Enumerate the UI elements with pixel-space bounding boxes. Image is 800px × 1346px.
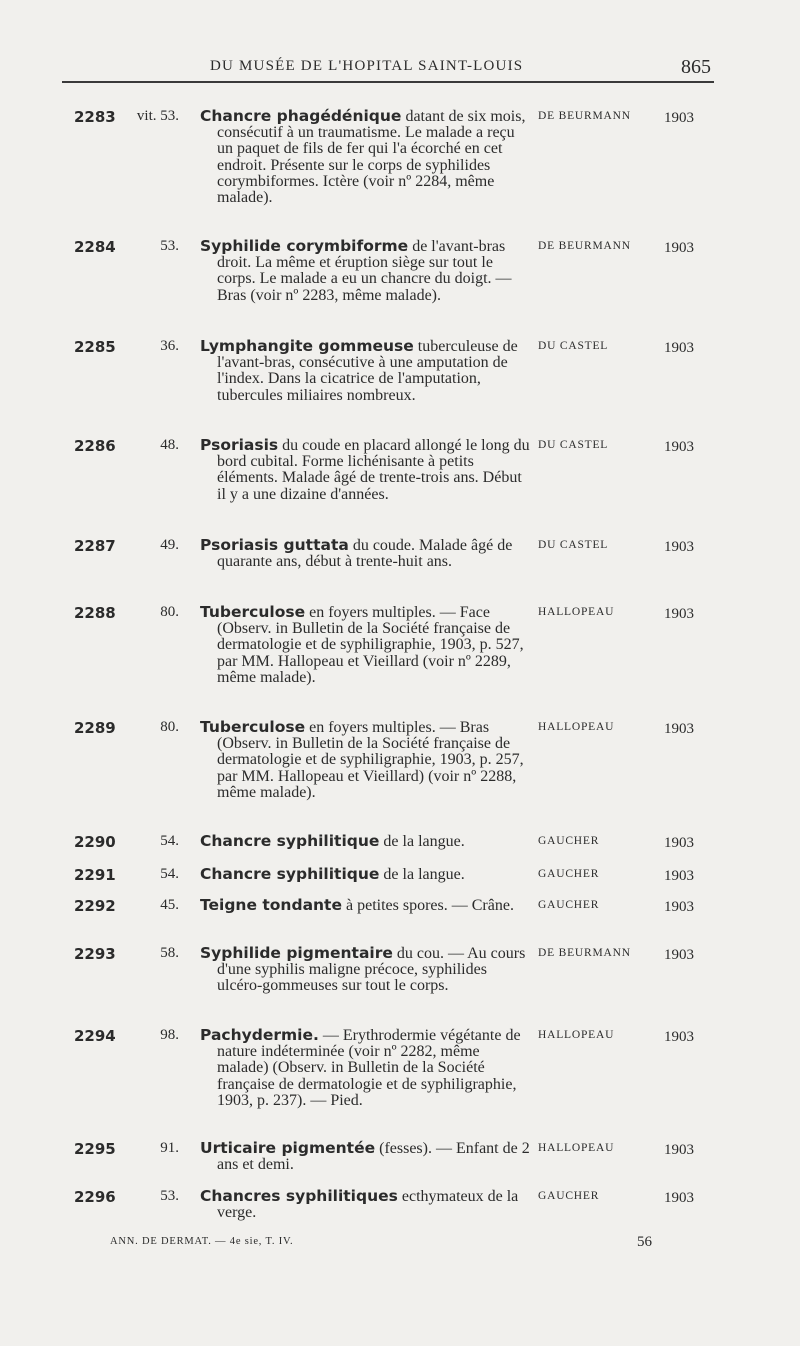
entry-title: Chancre syphilitique <box>200 832 380 850</box>
entry-year: 1903 <box>664 947 694 963</box>
page-number: 865 <box>681 56 711 78</box>
entry-number: 2283 <box>74 108 116 126</box>
entry-age: 49. <box>160 537 179 553</box>
entry-age: 80. <box>160 719 179 735</box>
entry-number: 2293 <box>74 945 116 963</box>
entry-description <box>200 338 530 404</box>
entry-title: Chancre syphilitique <box>200 865 380 883</box>
entry-text: de l'avant-bras droit. La même et éruption siège sur tout le corps. Le malade a eu un chancre du doigt. — Bras (voir nº 2283, même malade). <box>217 238 512 304</box>
entry-year: 1903 <box>664 110 694 126</box>
entry-title: Tuberculose <box>200 718 306 736</box>
entry-number: 2294 <box>74 1027 116 1045</box>
entry-age: 45. <box>160 897 179 913</box>
entry-title: Syphilide corymbiforme <box>200 237 409 255</box>
entry-age: 54. <box>160 833 179 849</box>
entry-description <box>200 437 530 503</box>
entry-text: datant de six mois, consécutif à un traumatisme. Le malade a reçu un paquet de fils de fer qui l'a écorché en cet endroit. Présente sur le corps de syphilides corymbiformes. Ictère (voir nº 2284, même malade). <box>217 108 526 207</box>
entry-age: 80. <box>160 604 179 620</box>
entry-title: Syphilide pigmentaire <box>200 944 393 962</box>
entry-number: 2292 <box>74 897 116 915</box>
entry-description <box>200 945 530 995</box>
entry-description <box>200 1188 530 1221</box>
entry-number: 2285 <box>74 338 116 356</box>
journal-footer: ANN. DE DERMAT. — 4e sie, T. IV. <box>110 1236 294 1247</box>
entry-text: du cou. — Au cours d'une syphilis maligne précoce, syphilides ulcéro-gommeuses sur tout le corps. <box>217 945 526 995</box>
entry-age: 53. <box>160 238 179 254</box>
entry-description <box>200 1140 530 1173</box>
entry-title: Teigne tondante <box>200 896 342 914</box>
running-header: DU MUSÉE DE L'HOPITAL SAINT-LOUIS <box>210 58 524 74</box>
entry-age: 54. <box>160 866 179 882</box>
entry-number: 2296 <box>74 1188 116 1206</box>
entry-year: 1903 <box>664 1142 694 1158</box>
entry-description <box>200 108 530 206</box>
entry-title: Psoriasis guttata <box>200 536 349 554</box>
entry-doctor: HALLOPEAU <box>538 721 615 733</box>
entry-doctor: GAUCHER <box>538 1190 600 1202</box>
entry-text: (fesses). — Enfant de 2 ans et demi. <box>217 1140 530 1174</box>
entry-age: 36. <box>160 338 179 354</box>
entry-doctor: DU CASTEL <box>538 340 609 352</box>
entry-doctor: HALLOPEAU <box>538 1029 615 1041</box>
entry-number: 2284 <box>74 238 116 256</box>
entry-number: 2295 <box>74 1140 116 1158</box>
entry-description <box>200 866 530 883</box>
entry-text: tuberculeuse de l'avant-bras, consécutive à une amputation de l'index. Dans la cicatrice de l'amputation, tubercules miliaires nombreux. <box>217 338 518 404</box>
entry-title: Urticaire pigmentée <box>200 1139 376 1157</box>
entry-year: 1903 <box>664 835 694 851</box>
entry-year: 1903 <box>664 240 694 256</box>
entry-text: en foyers multiples. — Face (Observ. in Bulletin de la Société française de dermatologie et de syphiligraphie, 1903, p. 527, par MM. Hallopeau et Vieillard (voir nº 2289, même malade). <box>217 604 524 686</box>
entry-year: 1903 <box>664 606 694 622</box>
entry-number: 2288 <box>74 604 116 622</box>
entry-description <box>200 1027 530 1109</box>
entry-age: 58. <box>160 945 179 961</box>
entry-doctor: HALLOPEAU <box>538 606 615 618</box>
entry-description <box>200 238 530 304</box>
entry-year: 1903 <box>664 539 694 555</box>
entry-number: 2290 <box>74 833 116 851</box>
entry-description <box>200 719 530 801</box>
entry-title: Lymphangite gommeuse <box>200 337 414 355</box>
entry-doctor: DE BEURMANN <box>538 240 631 252</box>
entry-text: à petites spores. — Crâne. <box>345 897 514 914</box>
entry-year: 1903 <box>664 899 694 915</box>
entry-description <box>200 537 530 570</box>
entry-description <box>200 833 530 850</box>
entry-doctor: DU CASTEL <box>538 539 609 551</box>
entry-description <box>200 604 530 686</box>
entry-title: Tuberculose <box>200 603 306 621</box>
entry-age: 53. <box>160 1188 179 1204</box>
entry-age: 91. <box>160 1140 179 1156</box>
entry-text: du coude. Malade âgé de quarante ans, début à trente-huit ans. <box>217 537 513 571</box>
entry-title: Chancres syphilitiques <box>200 1187 398 1205</box>
entry-title: Chancre phagédénique <box>200 107 402 125</box>
entry-description <box>200 897 530 914</box>
entry-title: Psoriasis <box>200 436 279 454</box>
entry-year: 1903 <box>664 340 694 356</box>
entry-number: 2287 <box>74 537 116 555</box>
entry-doctor: GAUCHER <box>538 835 600 847</box>
entry-doctor: DE BEURMANN <box>538 110 631 122</box>
entry-year: 1903 <box>664 868 694 884</box>
entry-year: 1903 <box>664 721 694 737</box>
entry-number: 2291 <box>74 866 116 884</box>
entry-text: en foyers multiples. — Bras (Observ. in Bulletin de la Société française de dermatologie et de syphiligraphie, 1903, p. 257, par MM. Hallopeau et Vieillard) (voir nº 2288, même malade). <box>217 719 524 801</box>
entry-text: de la langue. <box>383 866 465 883</box>
entry-number: 2286 <box>74 437 116 455</box>
entry-doctor: DE BEURMANN <box>538 947 631 959</box>
entry-text: de la langue. <box>383 833 465 850</box>
entry-text: — Erythrodermie végétante de nature indéterminée (voir nº 2282, même malade) (Observ. in Bulletin de la Société française de dermatologie et de syphiligraphie, 1903, p. 237). — Pied. <box>217 1027 521 1109</box>
entry-year: 1903 <box>664 1190 694 1206</box>
entry-age: 98. <box>160 1027 179 1043</box>
entry-doctor: HALLOPEAU <box>538 1142 615 1154</box>
entry-year: 1903 <box>664 439 694 455</box>
entry-age: vit. 53. <box>136 108 179 124</box>
entry-number: 2289 <box>74 719 116 737</box>
entry-text: ecthymateux de la verge. <box>217 1188 519 1222</box>
signature-number: 56 <box>637 1234 652 1250</box>
header-rule <box>62 81 714 83</box>
entry-year: 1903 <box>664 1029 694 1045</box>
entry-text: du coude en placard allongé le long du bord cubital. Forme lichénisante à petits éléments. Malade âgé de trente-trois ans. Début il y a une dizaine d'années. <box>217 437 530 503</box>
entry-doctor: DU CASTEL <box>538 439 609 451</box>
entry-doctor: GAUCHER <box>538 899 600 911</box>
entry-title: Pachydermie. <box>200 1026 319 1044</box>
entry-doctor: GAUCHER <box>538 868 600 880</box>
entry-age: 48. <box>160 437 179 453</box>
